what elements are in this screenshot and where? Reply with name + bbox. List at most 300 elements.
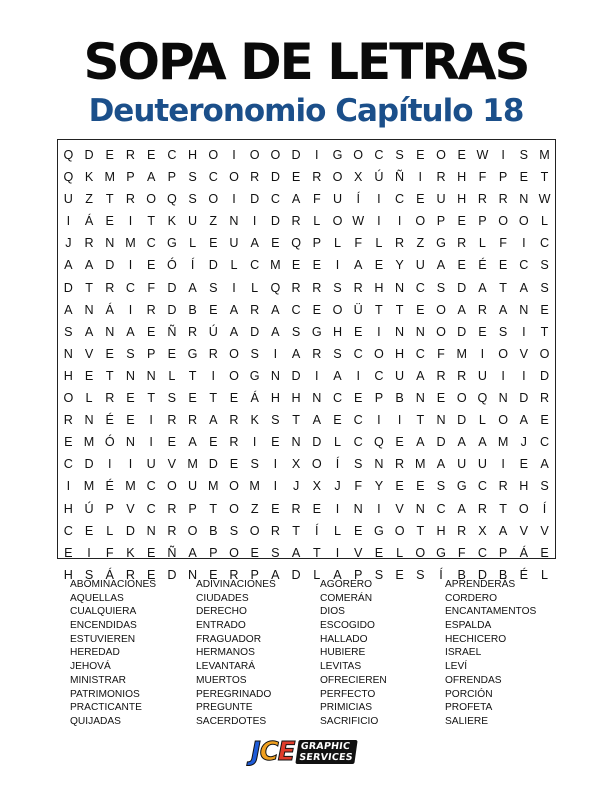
grid-cell[interactable]: I (273, 479, 278, 494)
grid-cell[interactable]: O (208, 192, 219, 207)
grid-cell[interactable]: R (457, 236, 467, 251)
grid-cell[interactable]: I (315, 368, 319, 383)
grid-cell[interactable]: A (229, 302, 239, 317)
grid-cell[interactable]: Q (166, 192, 177, 207)
grid-cell[interactable]: T (147, 391, 156, 406)
grid-cell[interactable]: E (209, 435, 218, 450)
grid-cell[interactable]: K (167, 214, 177, 229)
grid-cell[interactable]: C (353, 346, 363, 361)
grid-cell[interactable]: Y (395, 258, 404, 273)
grid-cell[interactable]: P (312, 236, 321, 251)
grid-cell[interactable]: H (436, 523, 446, 538)
grid-cell[interactable]: N (353, 501, 363, 516)
grid-cell[interactable]: C (519, 258, 529, 273)
grid-cell[interactable]: H (457, 170, 467, 185)
grid-cell[interactable]: N (270, 368, 280, 383)
grid-cell[interactable]: I (501, 148, 505, 162)
grid-cell[interactable]: Í (190, 258, 195, 273)
grid-cell[interactable]: M (249, 479, 260, 494)
grid-cell[interactable]: E (457, 148, 466, 162)
grid-cell[interactable]: Ñ (167, 545, 177, 560)
grid-cell[interactable]: C (353, 413, 363, 428)
grid-cell[interactable]: S (436, 479, 446, 494)
grid-cell[interactable]: E (436, 391, 446, 406)
grid-cell[interactable]: L (478, 413, 486, 428)
grid-cell[interactable]: H (63, 501, 73, 516)
grid-cell[interactable]: A (229, 324, 239, 339)
grid-cell[interactable]: Ü (353, 302, 363, 317)
grid-cell[interactable]: R (84, 236, 94, 251)
grid-cell[interactable]: T (375, 302, 383, 317)
grid-cell[interactable]: Í (439, 567, 443, 582)
grid-cell[interactable]: Á (105, 567, 114, 582)
grid-cell[interactable]: Z (416, 236, 425, 251)
grid-cell[interactable]: V (519, 346, 529, 361)
grid-cell[interactable]: T (105, 192, 114, 207)
grid-cell[interactable]: B (395, 391, 404, 406)
grid-cell[interactable]: O (353, 148, 364, 162)
grid-cell[interactable]: U (415, 258, 425, 273)
grid-cell[interactable]: O (374, 346, 384, 361)
grid-cell[interactable]: E (126, 391, 135, 406)
grid-cell[interactable]: E (167, 435, 177, 450)
grid-cell[interactable]: O (332, 302, 343, 317)
grid-cell[interactable]: M (125, 479, 136, 494)
grid-cell[interactable]: A (519, 280, 529, 295)
grid-cell[interactable]: O (332, 214, 343, 229)
grid-cell[interactable]: D (270, 214, 280, 229)
grid-cell[interactable]: T (188, 368, 197, 383)
grid-cell[interactable]: S (188, 192, 197, 207)
grid-cell[interactable]: A (478, 280, 487, 295)
grid-cell[interactable]: I (128, 302, 133, 317)
grid-cell[interactable]: G (374, 523, 384, 538)
grid-cell[interactable]: N (415, 391, 425, 406)
grid-cell[interactable]: Ó (166, 258, 177, 273)
grid-cell[interactable]: A (188, 545, 197, 560)
grid-cell[interactable]: E (146, 258, 156, 273)
grid-cell[interactable]: P (250, 567, 259, 582)
grid-cell[interactable]: I (480, 346, 485, 361)
grid-cell[interactable]: T (540, 170, 549, 185)
grid-cell[interactable]: T (416, 523, 425, 538)
grid-cell[interactable]: R (312, 346, 322, 361)
grid-cell[interactable]: P (146, 346, 156, 361)
grid-cell[interactable]: I (128, 214, 133, 229)
grid-cell[interactable]: A (333, 567, 342, 582)
grid-cell[interactable]: R (229, 435, 239, 450)
grid-cell[interactable]: C (374, 148, 384, 162)
grid-cell[interactable]: G (436, 545, 446, 560)
grid-cell[interactable]: A (84, 324, 94, 339)
grid-cell[interactable]: A (498, 302, 508, 317)
grid-cell[interactable]: A (457, 435, 466, 450)
grid-cell[interactable]: P (188, 501, 197, 516)
grid-cell[interactable]: A (271, 302, 280, 317)
grid-cell[interactable]: L (375, 236, 383, 251)
grid-cell[interactable]: N (125, 435, 136, 450)
grid-cell[interactable]: Q (63, 148, 74, 162)
grid-cell[interactable]: C (146, 479, 156, 494)
grid-cell[interactable]: A (457, 501, 466, 516)
grid-cell[interactable]: S (271, 413, 280, 428)
grid-cell[interactable]: N (105, 324, 115, 339)
grid-cell[interactable]: R (539, 391, 550, 406)
grid-cell[interactable]: P (167, 170, 177, 185)
grid-cell[interactable]: E (105, 214, 114, 229)
grid-cell[interactable]: R (457, 523, 467, 538)
grid-cell[interactable]: H (374, 280, 384, 295)
grid-cell[interactable]: E (498, 258, 508, 273)
grid-cell[interactable]: X (291, 457, 301, 472)
grid-cell[interactable]: C (539, 435, 550, 450)
grid-cell[interactable]: E (126, 413, 135, 428)
grid-cell[interactable]: C (395, 192, 405, 207)
grid-cell[interactable]: O (415, 545, 426, 560)
grid-cell[interactable]: E (395, 479, 404, 494)
grid-cell[interactable]: R (146, 302, 156, 317)
grid-cell[interactable]: Z (209, 214, 218, 229)
grid-cell[interactable]: I (232, 148, 236, 162)
grid-cell[interactable]: S (498, 324, 508, 339)
grid-cell[interactable]: E (416, 479, 425, 494)
grid-cell[interactable]: M (125, 236, 136, 251)
grid-cell[interactable]: A (540, 457, 549, 472)
grid-cell[interactable]: H (291, 391, 301, 406)
grid-cell[interactable]: C (125, 280, 136, 295)
grid-cell[interactable]: G (332, 148, 343, 162)
grid-cell[interactable]: Q (477, 391, 488, 406)
grid-cell[interactable]: M (539, 148, 550, 162)
grid-cell[interactable]: L (333, 523, 341, 538)
grid-cell[interactable]: É (105, 413, 114, 428)
grid-cell[interactable]: N (146, 523, 156, 538)
grid-cell[interactable]: R (436, 170, 446, 185)
grid-cell[interactable]: I (377, 214, 381, 229)
grid-cell[interactable]: A (498, 523, 508, 538)
grid-cell[interactable]: U (477, 368, 487, 383)
grid-cell[interactable]: O (270, 148, 281, 162)
grid-cell[interactable]: R (498, 479, 508, 494)
grid-cell[interactable]: I (335, 545, 340, 560)
grid-cell[interactable]: V (84, 346, 94, 361)
grid-cell[interactable]: E (271, 501, 280, 516)
grid-cell[interactable]: D (457, 413, 467, 428)
grid-cell[interactable]: Y (374, 479, 384, 494)
grid-cell[interactable]: X (478, 523, 487, 538)
grid-cell[interactable]: R (353, 280, 363, 295)
grid-cell[interactable]: D (291, 368, 301, 383)
grid-cell[interactable]: O (498, 214, 509, 229)
grid-cell[interactable]: U (332, 192, 343, 207)
grid-cell[interactable]: B (457, 567, 466, 582)
grid-cell[interactable]: Í (315, 523, 319, 538)
grid-cell[interactable]: I (377, 324, 381, 339)
grid-cell[interactable]: V (540, 523, 549, 538)
grid-cell[interactable]: Q (63, 170, 74, 185)
grid-cell[interactable]: G (436, 236, 446, 251)
grid-cell[interactable]: I (149, 413, 153, 428)
grid-cell[interactable]: N (519, 302, 529, 317)
grid-cell[interactable]: I (128, 457, 133, 472)
grid-cell[interactable]: R (395, 236, 405, 251)
grid-cell[interactable]: I (522, 236, 526, 251)
grid-cell[interactable]: P (105, 501, 114, 516)
grid-cell[interactable]: A (64, 302, 73, 317)
grid-cell[interactable]: É (478, 258, 487, 273)
grid-cell[interactable]: F (354, 479, 363, 494)
grid-cell[interactable]: O (146, 192, 157, 207)
grid-cell[interactable]: H (457, 192, 467, 207)
grid-cell[interactable]: Q (291, 236, 301, 251)
grid-cell[interactable]: D (167, 280, 177, 295)
grid-cell[interactable]: E (105, 148, 114, 162)
grid-cell[interactable]: G (249, 368, 260, 383)
grid-cell[interactable]: B (209, 523, 218, 538)
grid-cell[interactable]: O (63, 391, 74, 406)
grid-cell[interactable]: E (209, 567, 218, 582)
grid-cell[interactable]: I (356, 368, 360, 383)
grid-cell[interactable]: S (229, 523, 239, 538)
grid-cell[interactable]: S (84, 567, 94, 582)
grid-cell[interactable]: R (188, 324, 198, 339)
grid-cell[interactable]: X (312, 479, 321, 494)
grid-cell[interactable]: E (229, 457, 239, 472)
grid-cell[interactable]: A (209, 413, 218, 428)
grid-cell[interactable]: U (477, 457, 487, 472)
grid-cell[interactable]: O (436, 148, 446, 162)
grid-cell[interactable]: O (249, 523, 260, 538)
grid-cell[interactable]: E (374, 258, 384, 273)
grid-cell[interactable]: N (415, 501, 425, 516)
grid-cell[interactable]: S (209, 280, 218, 295)
grid-cell[interactable]: D (250, 192, 260, 207)
grid-cell[interactable]: V (167, 457, 177, 472)
grid-cell[interactable]: E (291, 258, 301, 273)
grid-cell[interactable]: S (250, 346, 259, 361)
grid-cell[interactable]: G (456, 479, 467, 494)
grid-cell[interactable]: R (312, 280, 322, 295)
grid-cell[interactable]: G (311, 324, 322, 339)
grid-cell[interactable]: L (396, 545, 404, 560)
grid-cell[interactable]: L (106, 523, 114, 538)
grid-cell[interactable]: T (395, 302, 404, 317)
grid-cell[interactable]: I (128, 258, 133, 273)
grid-cell[interactable]: U (188, 479, 198, 494)
grid-cell[interactable]: C (270, 192, 280, 207)
grid-cell[interactable]: U (146, 457, 156, 472)
grid-cell[interactable]: S (395, 148, 404, 162)
grid-cell[interactable]: O (229, 501, 239, 516)
grid-cell[interactable]: E (416, 148, 425, 162)
grid-cell[interactable]: Ñ (395, 170, 405, 185)
grid-cell[interactable]: Z (85, 192, 93, 207)
grid-cell[interactable]: L (313, 567, 321, 582)
grid-cell[interactable]: I (335, 501, 340, 516)
grid-cell[interactable]: R (291, 280, 301, 295)
grid-cell[interactable]: N (395, 324, 405, 339)
grid-cell[interactable]: C (63, 457, 73, 472)
grid-cell[interactable]: F (478, 170, 487, 185)
grid-cell[interactable]: D (457, 324, 467, 339)
grid-cell[interactable]: D (477, 567, 487, 582)
grid-cell[interactable]: I (66, 214, 71, 229)
grid-cell[interactable]: M (187, 457, 198, 472)
grid-cell[interactable]: I (273, 457, 278, 472)
grid-cell[interactable]: A (271, 324, 280, 339)
grid-cell[interactable]: N (395, 280, 405, 295)
grid-cell[interactable]: E (353, 523, 363, 538)
grid-cell[interactable]: R (125, 192, 136, 207)
grid-cell[interactable]: L (333, 236, 341, 251)
grid-cell[interactable]: R (105, 280, 115, 295)
grid-cell[interactable]: F (499, 236, 507, 251)
grid-cell[interactable]: K (126, 545, 135, 560)
grid-cell[interactable]: I (501, 368, 505, 383)
grid-cell[interactable]: N (125, 368, 136, 383)
grid-cell[interactable]: Ú (84, 501, 94, 516)
grid-cell[interactable]: A (312, 413, 321, 428)
grid-cell[interactable]: H (395, 346, 405, 361)
grid-cell[interactable]: O (394, 523, 405, 538)
grid-cell[interactable]: D (291, 567, 301, 582)
grid-cell[interactable]: I (252, 435, 257, 450)
grid-cell[interactable]: D (84, 457, 94, 472)
grid-cell[interactable]: P (353, 567, 363, 582)
grid-cell[interactable]: D (457, 280, 467, 295)
grid-cell[interactable]: E (312, 258, 321, 273)
grid-cell[interactable]: I (315, 148, 319, 162)
grid-cell[interactable]: S (64, 324, 73, 339)
grid-cell[interactable]: D (519, 391, 529, 406)
grid-cell[interactable]: S (353, 457, 363, 472)
grid-cell[interactable]: S (167, 391, 177, 406)
grid-cell[interactable]: X (353, 170, 363, 185)
grid-cell[interactable]: I (87, 545, 91, 560)
grid-cell[interactable]: S (126, 346, 135, 361)
grid-cell[interactable]: V (126, 501, 135, 516)
grid-cell[interactable]: R (250, 302, 260, 317)
grid-cell[interactable]: E (64, 545, 73, 560)
grid-cell[interactable]: S (188, 170, 197, 185)
grid-cell[interactable]: Ú (208, 324, 218, 339)
grid-cell[interactable]: C (374, 368, 384, 383)
grid-cell[interactable]: O (311, 457, 322, 472)
grid-cell[interactable]: A (146, 170, 156, 185)
grid-cell[interactable]: E (64, 435, 73, 450)
grid-cell[interactable]: I (501, 457, 505, 472)
grid-cell[interactable]: L (189, 236, 197, 251)
grid-cell[interactable]: E (271, 435, 280, 450)
grid-cell[interactable]: R (477, 192, 487, 207)
grid-cell[interactable]: O (498, 346, 509, 361)
grid-cell[interactable]: S (374, 567, 384, 582)
grid-cell[interactable]: E (540, 545, 549, 560)
grid-cell[interactable]: R (105, 391, 115, 406)
grid-cell[interactable]: E (416, 302, 425, 317)
grid-cell[interactable]: P (374, 391, 384, 406)
grid-cell[interactable]: T (105, 368, 114, 383)
grid-cell[interactable]: Ó (104, 435, 115, 450)
grid-cell[interactable]: L (85, 391, 93, 406)
grid-cell[interactable]: R (498, 192, 508, 207)
grid-cell[interactable]: R (250, 170, 260, 185)
grid-cell[interactable]: E (84, 523, 94, 538)
grid-cell[interactable]: C (539, 236, 550, 251)
grid-cell[interactable]: F (354, 236, 363, 251)
grid-cell[interactable]: L (541, 214, 549, 229)
grid-cell[interactable]: N (63, 346, 73, 361)
grid-cell[interactable]: A (64, 258, 73, 273)
grid-cell[interactable]: M (104, 170, 115, 185)
grid-cell[interactable]: E (84, 368, 94, 383)
grid-cell[interactable]: O (229, 368, 239, 383)
grid-cell[interactable]: A (291, 192, 301, 207)
grid-cell[interactable]: N (84, 302, 94, 317)
grid-cell[interactable]: E (478, 324, 487, 339)
grid-cell[interactable]: O (166, 479, 177, 494)
grid-cell[interactable]: H (519, 479, 529, 494)
grid-cell[interactable]: H (332, 324, 343, 339)
grid-cell[interactable]: J (65, 236, 72, 251)
grid-cell[interactable]: L (478, 236, 486, 251)
grid-cell[interactable]: E (333, 413, 342, 428)
grid-cell[interactable]: E (395, 435, 404, 450)
grid-cell[interactable]: I (522, 368, 526, 383)
grid-cell[interactable]: U (63, 192, 73, 207)
grid-cell[interactable]: O (456, 391, 467, 406)
grid-cell[interactable]: S (416, 567, 425, 582)
grid-cell[interactable]: C (415, 280, 425, 295)
grid-cell[interactable]: O (436, 302, 446, 317)
grid-cell[interactable]: I (377, 192, 381, 207)
grid-cell[interactable]: N (436, 413, 446, 428)
grid-cell[interactable]: Ñ (167, 324, 177, 339)
grid-cell[interactable]: E (209, 236, 218, 251)
grid-cell[interactable]: W (476, 148, 489, 162)
grid-cell[interactable]: F (457, 545, 466, 560)
grid-cell[interactable]: R (477, 302, 487, 317)
grid-cell[interactable]: F (312, 192, 321, 207)
grid-cell[interactable]: R (208, 346, 218, 361)
grid-cell[interactable]: D (250, 324, 260, 339)
grid-cell[interactable]: U (457, 457, 467, 472)
grid-cell[interactable]: D (270, 170, 280, 185)
grid-cell[interactable]: A (416, 435, 425, 450)
grid-cell[interactable]: S (436, 280, 446, 295)
grid-cell[interactable]: R (229, 567, 239, 582)
grid-cell[interactable]: E (457, 258, 466, 273)
grid-cell[interactable]: N (229, 214, 239, 229)
grid-cell[interactable]: A (478, 435, 487, 450)
grid-cell[interactable]: L (313, 214, 321, 229)
grid-cell[interactable]: P (126, 170, 135, 185)
grid-cell[interactable]: O (332, 170, 343, 185)
grid-cell[interactable]: N (188, 567, 198, 582)
grid-cell[interactable]: A (188, 280, 197, 295)
grid-cell[interactable]: N (291, 435, 301, 450)
grid-cell[interactable]: I (418, 170, 423, 185)
grid-cell[interactable]: S (540, 280, 549, 295)
grid-cell[interactable]: E (540, 302, 549, 317)
grid-cell[interactable]: I (252, 214, 257, 229)
grid-cell[interactable]: M (208, 479, 219, 494)
grid-cell[interactable]: K (84, 170, 94, 185)
grid-cell[interactable]: W (538, 192, 551, 207)
grid-cell[interactable]: Í (335, 457, 340, 472)
grid-cell[interactable]: O (415, 214, 426, 229)
grid-cell[interactable]: I (377, 413, 381, 428)
